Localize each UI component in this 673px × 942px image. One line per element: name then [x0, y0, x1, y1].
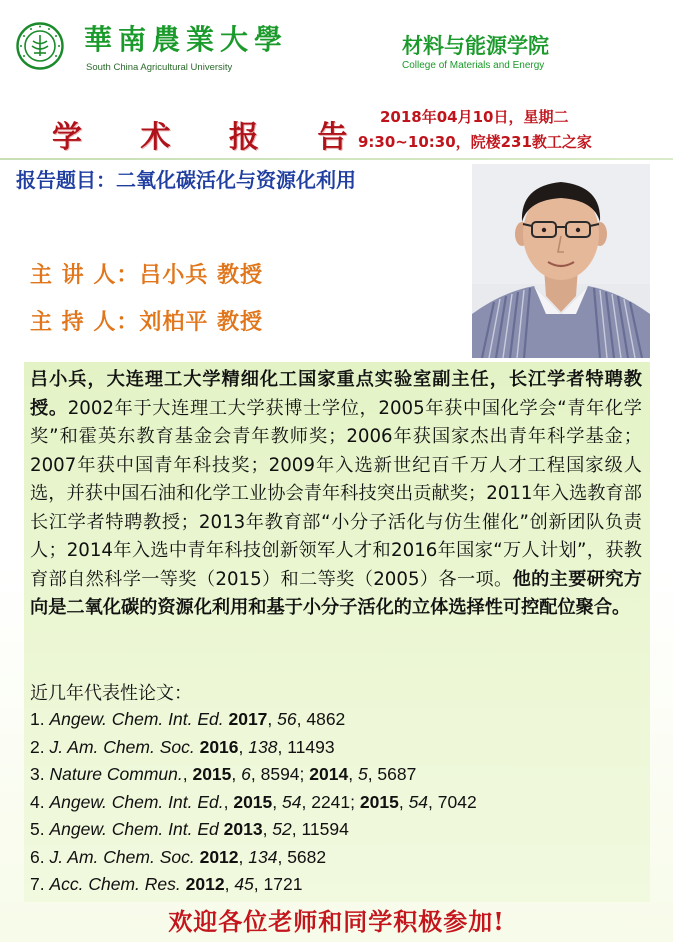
event-type-heading: 学 术 报 告 — [52, 120, 372, 155]
paper-item: 4. Angew. Chem. Int. Ed., 2015, 54, 2241; 2015, 54, 7042 — [30, 791, 477, 812]
speaker-bio-panel — [24, 362, 650, 902]
paper-item: 1. Angew. Chem. Int. Ed. 2017, 56, 4862 — [30, 709, 346, 729]
divider — [0, 158, 673, 160]
speaker-line: 主 讲 人：吕小兵 教授 — [30, 263, 263, 288]
paper-list — [30, 706, 477, 899]
event-time-location: 9:30~10:30，院楼231教工之家 — [358, 133, 592, 151]
college-name-en: College of Materials and Energy — [402, 60, 545, 71]
university-seal-icon — [16, 22, 64, 70]
host-line: 主 持 人：刘柏平 教授 — [30, 310, 263, 335]
college-name-cn: 材料与能源学院 — [402, 34, 549, 58]
event-date: 2018年04月10日，星期二 — [380, 108, 569, 126]
speaker-photo — [472, 164, 650, 358]
paper-item: 2. J. Am. Chem. Soc. 2016, 138, 11493 — [30, 736, 335, 757]
university-name-cn: 華南農業大學 — [84, 23, 289, 56]
papers-heading: 近几年代表性论文： — [30, 683, 192, 704]
closing-invitation: 欢迎各位老师和同学积极参加! — [168, 907, 505, 936]
bio-body: 2002年于大连理工大学获博士学位，2005年获中国化学会“青年化学奖”和霍英东教育基金会青年教师奖；2006年获国家杰出青年科学基金；2007年获中国青年科技奖；2009年入选新世纪百千万人才工程国家级人选，并获中国石油和化学工业协会青年科技突出贡献奖；2011年入选教育部长江学者特聘教授；2013年教育部“小分子活化与仿生催化”创新团队负责人；2014年入选中青年科技创新领军人才和2016年国家“万人计划”，获教育部自然科学一等奖（2015）和二等奖（2005）各一项。 — [30, 397, 642, 590]
paper-item: 6. J. Am. Chem. Soc. 2012, 134, 5682 — [30, 846, 327, 867]
university-name-en: South China Agricultural University — [86, 62, 233, 73]
paper-item: 3. Nature Commun., 2015, 6, 8594; 2014, 5, 5687 — [30, 764, 417, 784]
talk-topic: 报告题目：二氧化碳活化与资源化利用 — [16, 168, 356, 192]
speaker-bio — [30, 366, 642, 623]
bio-research: 他的主要研究方向是二氧化碳的资源化利用和基于小分子活化的立体选择性可控配位聚合。 — [30, 568, 642, 618]
bio-intro: 吕小兵，大连理工大学精细化工国家重点实验室副主任，长江学者特聘教授。 — [30, 369, 642, 419]
paper-item: 5. Angew. Chem. Int. Ed 2013, 52, 11594 — [30, 819, 349, 839]
paper-item: 7. Acc. Chem. Res. 2012, 45, 1721 — [30, 874, 303, 894]
